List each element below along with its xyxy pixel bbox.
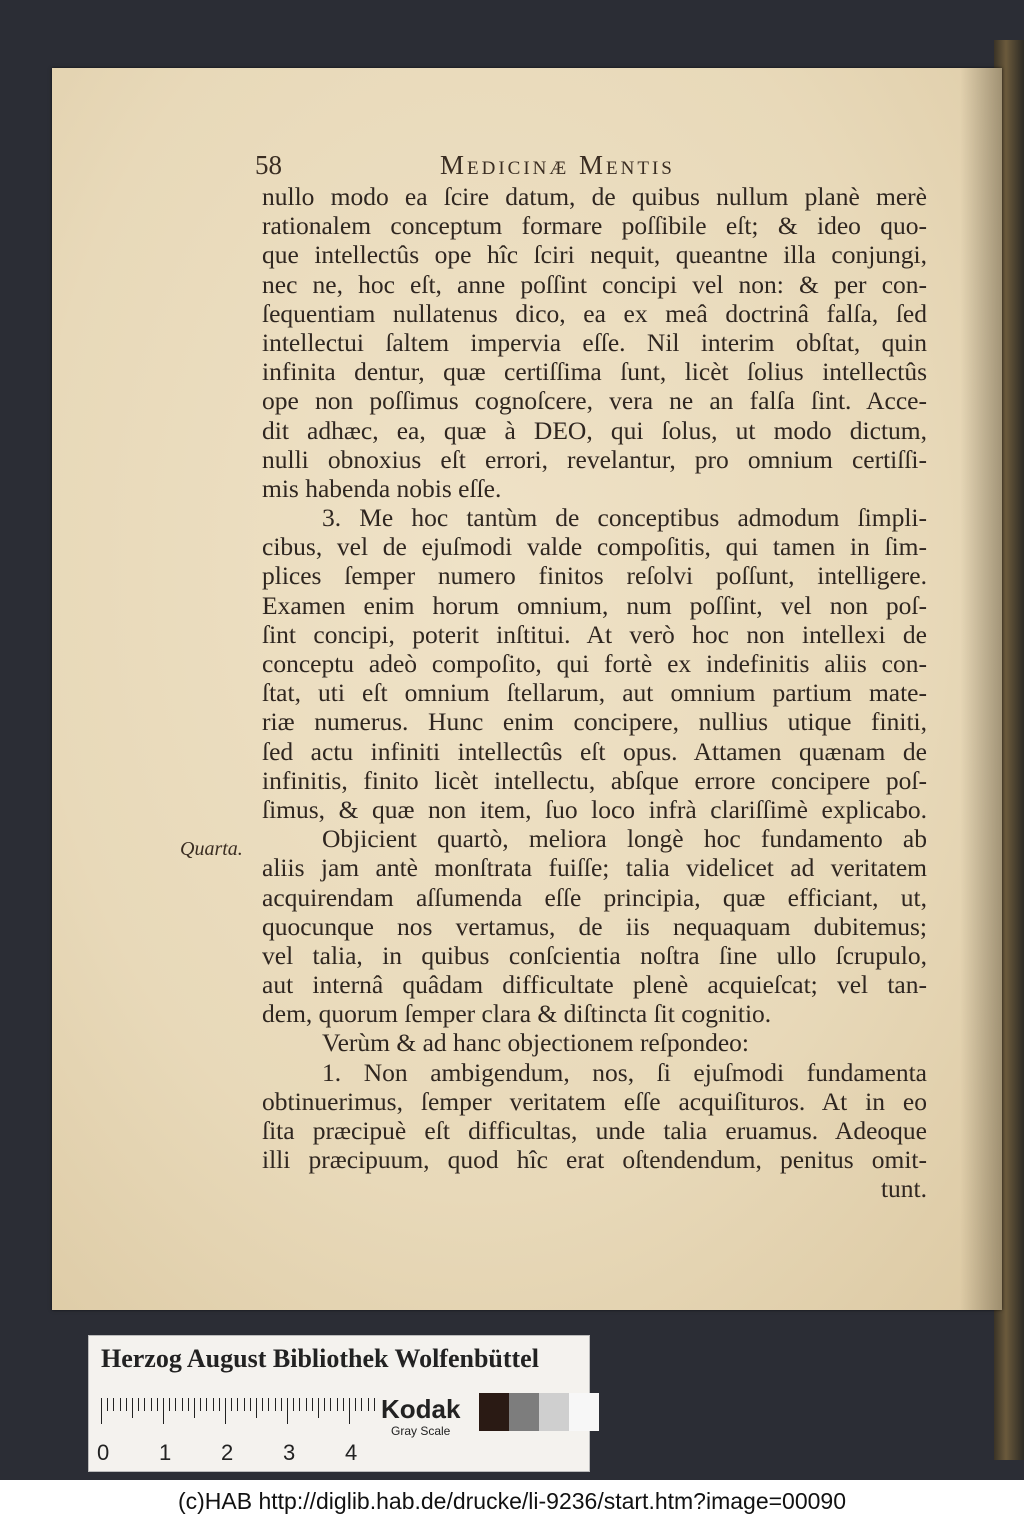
text-line: ſint concipi, poterit inſtitui. At verò hoc non intellexi de	[262, 619, 927, 649]
text-line: Verùm & ad hanc objectionem reſpondeo:	[322, 1028, 749, 1058]
copyright-caption: (c)HAB http://diglib.hab.de/drucke/li-9236/start.htm?image=00090	[177, 1488, 846, 1514]
text-line: dem, quorum ſemper clara & diſtincta ſit cognitio.	[262, 999, 772, 1029]
text-line: Examen enim horum omnium, num poſſint, vel non poſ-	[262, 590, 927, 620]
ruler-tick	[299, 1398, 300, 1411]
ruler-tick	[361, 1398, 362, 1411]
ruler-tick	[132, 1398, 133, 1418]
ruler-tick	[318, 1398, 319, 1418]
text-line: Objicient quartò, meliora longè hoc fundamento ab	[322, 824, 927, 854]
ruler-tick	[219, 1398, 220, 1411]
ruler-tick	[225, 1398, 226, 1424]
ruler-tick	[250, 1398, 251, 1411]
ruler-tick	[213, 1398, 214, 1411]
library-name: Herzog August Bibliothek Wolfenbüttel	[101, 1344, 539, 1373]
text-line: riæ numerus. Hunc enim concipere, nullius utique finiti,	[262, 707, 927, 737]
ruler-tick	[206, 1398, 207, 1411]
gray-swatch	[479, 1393, 509, 1431]
ruler-tick	[306, 1398, 307, 1411]
ruler-tick	[107, 1398, 108, 1411]
ruler-tick	[330, 1398, 331, 1411]
ruler-tick	[256, 1398, 257, 1418]
text-line: illi præcipuum, quod hîc erat oſtendendum, penitus omit-	[262, 1145, 927, 1175]
ruler-number: 3	[283, 1440, 296, 1465]
ruler-tick	[312, 1398, 313, 1411]
text-line: ſtat, uti eſt omnium ſtellarum, aut omnium partium mate-	[262, 678, 927, 708]
text-line: ſed actu infiniti intellectûs eſt opus. Attamen quænam de	[262, 736, 927, 766]
ruler-tick	[175, 1398, 176, 1411]
ruler-tick	[120, 1398, 121, 1411]
gutter-shadow	[960, 68, 1002, 1310]
ruler-tick	[237, 1398, 238, 1411]
ruler-tick	[231, 1398, 232, 1411]
text-line: dit adhæc, ea, quæ à DEO, qui ſolus, ut modo dictum,	[262, 415, 927, 445]
ruler-tick	[126, 1398, 127, 1411]
ruler-tick	[343, 1398, 344, 1411]
ruler-tick	[138, 1398, 139, 1411]
text-line: infinitis, finito licèt intellectu, abſque errore concipere poſ-	[262, 765, 927, 795]
text-line: nullo modo ea ſcire datum, de quibus nullum planè merè	[262, 182, 927, 211]
text-line: ope non poſſimus cognoſcere, vera ne an falſa ſint. Acce-	[262, 386, 927, 416]
ruler-tick	[101, 1398, 102, 1424]
ruler-tick	[337, 1398, 338, 1411]
ruler-tick	[368, 1398, 369, 1411]
text-line: ſequentiam nullatenus dico, ea ex meâ doctrinâ falſa, ſed	[262, 298, 927, 328]
body-text	[262, 182, 927, 1204]
ruler-tick	[194, 1398, 195, 1418]
text-line: que intellectûs ope hîc ſciri nequit, queantne illa conjungi,	[262, 240, 927, 270]
gray-scale-label: Gray Scale	[391, 1424, 451, 1438]
text-line: quocunque nos vertamus, de iis nequaquam dubitemus;	[262, 911, 927, 941]
text-line: nulli obnoxius eſt errori, revelantur, pro omnium certiſſi-	[262, 444, 927, 474]
text-line: obtinuerimus, ſemper veritatem eſſe acquiſituros. At in eo	[262, 1086, 927, 1116]
color-card	[88, 1335, 590, 1472]
ruler-tick	[200, 1398, 201, 1411]
ruler-tick	[275, 1398, 276, 1411]
ruler-tick	[281, 1398, 282, 1411]
text-line: plices ſemper numero finitos reſolvi poſſunt, intelligere.	[262, 561, 927, 591]
text-line: nec ne, hoc eſt, anne poſſint concipi vel non: & per con-	[262, 269, 927, 299]
running-title: Medicinæ Mentis	[440, 150, 675, 180]
text-line: aliis jam antè monſtrata fuiſſe; talia videlicet ad veritatem	[262, 853, 927, 883]
text-line: ſita præcipuè eſt difficultas, unde talia eruamus. Adeoque	[262, 1116, 927, 1145]
ruler-tick	[169, 1398, 170, 1411]
ruler-tick	[163, 1398, 164, 1424]
ruler-tick	[268, 1398, 269, 1411]
text-line: mis habenda nobis eſſe.	[262, 473, 502, 503]
text-line: tunt.	[880, 1174, 927, 1204]
ruler-tick	[244, 1398, 245, 1411]
text-line: rationalem conceptum formare poſſibile eſt; & ideo quo-	[262, 211, 927, 241]
ruler-tick	[182, 1398, 183, 1411]
ruler	[97, 1398, 361, 1468]
ruler-tick	[151, 1398, 152, 1411]
text-line: cibus, vel de ejuſmodi valde compoſitis, qui tamen in ſim-	[262, 532, 927, 562]
margin-note: Quarta.	[180, 838, 243, 860]
text-line: ſimus, & quæ non item, ſuo loco infrà clariſſimè explicabo.	[262, 794, 927, 824]
ruler-tick	[355, 1398, 356, 1411]
ruler-number: 1	[159, 1440, 172, 1465]
ruler-tick	[188, 1398, 189, 1411]
text-line: conceptu adeò compoſito, qui fortè ex indefinitis aliis con-	[262, 649, 927, 678]
ruler-tick	[262, 1398, 263, 1411]
caption-bar	[0, 1480, 1024, 1523]
text-line: intellectui ſaltem impervia eſſe. Nil interim obſtat, quin	[262, 327, 927, 357]
text-line: 1. Non ambigendum, nos, ſi ejuſmodi fundamenta	[322, 1057, 927, 1087]
ruler-number: 0	[97, 1440, 110, 1465]
text-line: vel talia, in quibus conſcientia noſtra ſine ullo ſcrupulo,	[262, 940, 927, 970]
text-line: aut internâ quâdam difficultate plenè acquieſcat; vel tan-	[262, 970, 927, 1000]
ruler-tick	[144, 1398, 145, 1411]
text-line: infinita dentur, quæ certiſſima ſunt, licèt ſolius intellectûs	[262, 357, 927, 387]
ruler-number: 4	[345, 1440, 358, 1465]
gray-swatch	[539, 1393, 569, 1431]
gray-swatch	[509, 1393, 539, 1431]
ruler-tick	[157, 1398, 158, 1411]
ruler-number: 2	[221, 1440, 234, 1465]
ruler-tick	[324, 1398, 325, 1411]
ruler-tick	[287, 1398, 288, 1424]
ruler-tick	[349, 1398, 350, 1424]
page-number: 58	[255, 150, 282, 180]
ruler-tick	[374, 1398, 375, 1411]
gray-swatch	[569, 1393, 599, 1431]
kodak-logo: Kodak	[381, 1394, 461, 1424]
text-line: 3. Me hoc tantùm de conceptibus admodum ſimpli-	[322, 503, 927, 533]
ruler-tick	[113, 1398, 114, 1411]
text-line: acquirendam aſſumenda eſſe principia, quæ efficiant, ut,	[262, 882, 927, 912]
ruler-tick	[293, 1398, 294, 1411]
